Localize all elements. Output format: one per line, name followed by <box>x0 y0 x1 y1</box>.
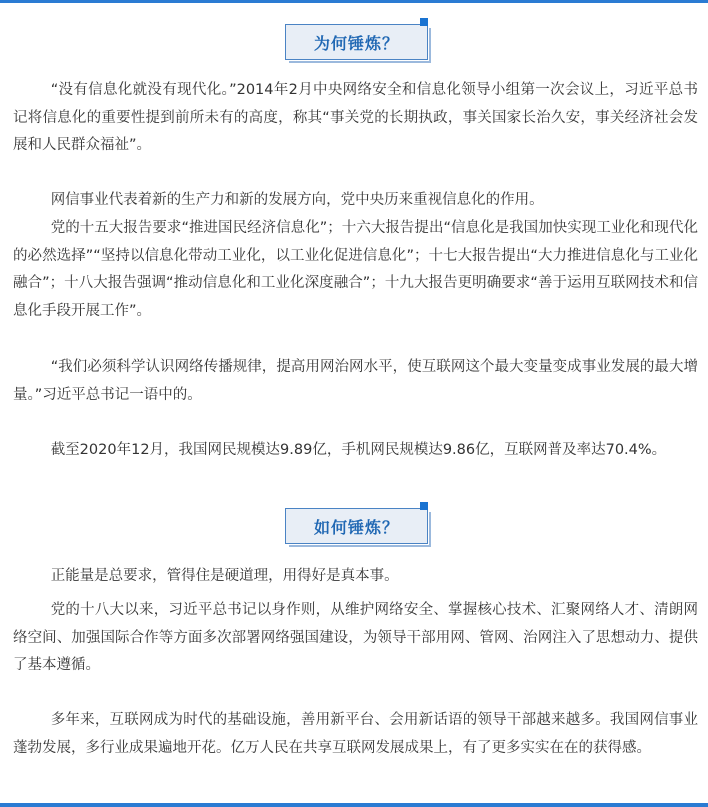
heading-corner-marker <box>420 18 428 26</box>
paragraph-quote-informatization: “没有信息化就没有现代化。”2014年2月中央网络安全和信息化领导小组第一次会议上，习近平总书记将信息化的重要性提到前所未有的高度，称其“事关党的长期执政，事关国家长治久安，事关经济社会发展和人民群众福祉”。 <box>13 82 698 153</box>
paragraph-network-law: “我们必须科学认识网络传播规律，提高用网治网水平，使互联网这个最大变量变成事业发展的最大增量。”习近平总书记一语中的。 <box>13 359 698 403</box>
section-heading-how <box>285 508 428 544</box>
heading-corner-marker <box>420 502 428 510</box>
paragraph-netizen-stats: 截至2020年12月，我国网民规模达9.89亿，手机网民规模达9.86亿，互联网普及率达70.4%。 <box>50 442 667 458</box>
paragraph-congress-reports: 党的十五大报告要求“推进国民经济信息化”；十六大报告提出“信息化是我国加快实现工业化和现代化的必然选择”“坚持以信息化带动工业化，以工业化促进信息化”；十七大报告提出“大力推进信息化与工业化融合”；十八大报告强调“推动信息化和工业化深度融合”；十九大报告更明确要求“善于运用互联网技术和信息化手段开展工作”。 <box>13 220 698 319</box>
paragraph-party-attention: 网信事业代表着新的生产力和新的发展方向，党中央历来重视信息化的作用。 <box>50 192 544 208</box>
section-heading-how-label: 如何锤炼？ <box>313 517 399 537</box>
heading-shadow <box>289 28 431 63</box>
paragraph-requirements: 正能量是总要求，管得住是硬道理，用得好是真本事。 <box>50 568 399 584</box>
top-divider <box>0 0 708 3</box>
paragraph-eighteenth-congress: 党的十八大以来，习近平总书记以身作则，从维护网络安全、掌握核心技术、汇聚网络人才、清朗网络空间、加强国际合作等方面多次部署网络强国建设，为领导干部用网、管网、治网注入了思想动力、提供了基本遵循。 <box>13 602 698 673</box>
section-heading-why <box>285 24 428 60</box>
bottom-divider <box>0 803 708 807</box>
paragraph-achievements: 多年来，互联网成为时代的基础设施，善用新平台、会用新话语的领导干部越来越多。我国网信事业蓬勃发展，多行业成果遍地开花。亿万人民在共享互联网发展成果上，有了更多实实在在的获得感。 <box>13 712 698 756</box>
section-heading-why-label: 为何锤炼？ <box>313 33 399 53</box>
heading-shadow <box>289 512 431 547</box>
